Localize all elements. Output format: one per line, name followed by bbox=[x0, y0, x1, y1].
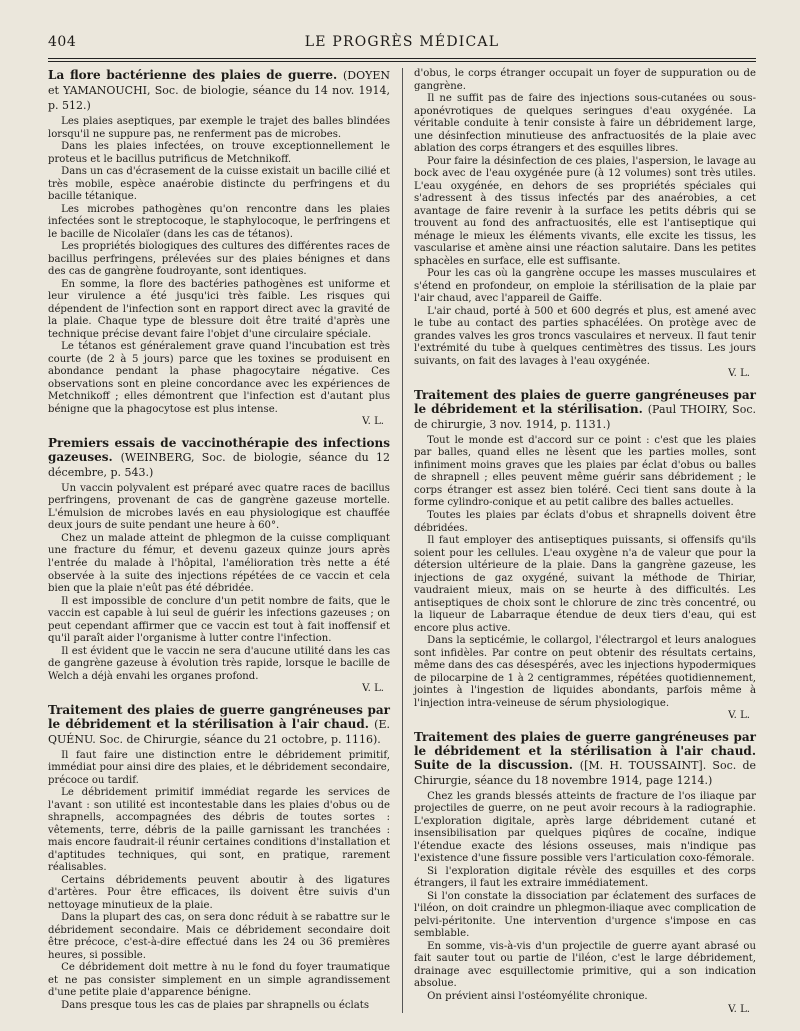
column-divider bbox=[402, 68, 403, 1013]
article-paragraph: Dans un cas d'écrasement de la cuisse existait un bacille cilié et très mobile, espèce anaérobie distincte du perfringens et du bacille tétanique. bbox=[48, 166, 390, 203]
header-rule bbox=[48, 58, 756, 59]
article-paragraph: Il est impossible de conclure d'un petit nombre de faits, que le vaccin est capable à lui seul de guérir les infections gazeuses ; on peut cependant affirmer que ce vaccin est tout à fait inoffensif et qu'il paraît aider l'organisme à lutter contre l'infection. bbox=[48, 595, 390, 645]
article-paragraph: Le tétanos est généralement grave quand l'incubation est très courte (de 2 à 5 jours) parce que les toxines se produisent en abondance pendant la phase phagocytaire négative. Ces observations sont en pleine concordance avec les expériences de Metchnikoff ; elles démontrent que l'infection est d'autant plus bénigne que la phagocytose est plus intense. bbox=[48, 341, 390, 415]
article-paragraph: Le débridement primitif immédiat regarde les services de l'avant : son utilité est incontestable dans les plaies d'obus ou de shrapnells, accompagnées des débris de toutes sortes : vêtements, terre, débris de la paille garnissant les tranchées : mais encore faudrait-il réunir certaines conditions d'installation et d'aptitudes techniques, qui sont, en pratique, rarement réalisables. bbox=[48, 787, 390, 874]
article-title bbox=[414, 730, 756, 788]
left-column bbox=[48, 68, 390, 1012]
article-paragraph: Il faut faire une distinction entre le débridement primitif, immédiat pour ainsi dire des plaies, et le débridement secondaire, précoce ou tardif. bbox=[48, 749, 390, 786]
article-paragraph: Si l'on constate la dissociation par éclatement des surfaces de l'iléon, on doit craindre un phlegmon-iliaque avec complication de pelvi-péritonite. Une intervention d'urgence s'impose en cas semblable. bbox=[414, 890, 756, 940]
article-paragraph: Toutes les plaies par éclats d'obus et shrapnells doivent être débridées. bbox=[414, 509, 756, 534]
article-paragraph: Tout le monde est d'accord sur ce point : c'est que les plaies par balles, quand elles ne lèsent que les parties molles, sont infiniment moins graves que les plaies par éclat d'obus ou balles de shrapnell ; elles peuvent même guérir sans débridement ; le corps étranger est assez bien toléré. Ceci tient sans doute à la forme cylindro-conique et au petit calibre des balles actuelles. bbox=[414, 434, 756, 509]
article-reference: (E. QUÉNU. Soc. de Chirurgie, séance du 21 octobre, p. 1116). bbox=[48, 717, 390, 746]
article-title bbox=[414, 388, 756, 432]
page-header bbox=[48, 34, 756, 52]
header-rule-thin bbox=[48, 61, 756, 62]
article-paragraph: En somme, vis-à-vis d'un projectile de guerre ayant abrasé ou fait sauter tout ou partie de l'iléon, c'est le large débridement, drainage avec esquillectomie primitive, qui a son indication absolue. bbox=[414, 940, 756, 990]
article-paragraph: Ce débridement doit mettre à nu le fond du foyer traumatique et ne pas consister simplement en un simple agrandissement d'une petite plaie d'apparence bénigne. bbox=[48, 962, 390, 999]
article-paragraph: Chez un malade atteint de phlegmon de la cuisse compliquant une fracture du fémur, et devenu gazeux quinze jours après l'entrée du malade à l'hôpital, l'amélioration très nette a été observée à la suite des injections répétées de ce vaccin et cela bien que la plaie n'eût pas été débridée. bbox=[48, 532, 390, 595]
article-paragraph: Il est évident que le vaccin ne sera d'aucune utilité dans les cas de gangrène gazeuse à évolution très rapide, lorsque le bacille de Welch a déjà envahi les organes profond. bbox=[48, 645, 390, 682]
article-paragraph: Dans presque tous les cas de plaies par shrapnells ou éclats bbox=[61, 999, 370, 1011]
article-reference: (DOYEN et YAMANOUCHI, Soc. de biologie, séance du 14 nov. 1914, p. 512.) bbox=[48, 69, 390, 112]
article-paragraph: Les plaies aseptiques, par exemple le trajet des balles blindées lorsqu'il ne suppure pas, ne renferment pas de microbes. bbox=[48, 116, 390, 140]
article-paragraph: On prévient ainsi l'ostéomyélite chronique. bbox=[427, 991, 648, 1002]
article-paragraph: Pour faire la désinfection de ces plaies, l'aspersion, le lavage au bock avec de l'eau oxygénée pure (à 12 volumes) sont très utiles. L'eau oxygénée, en dehors de ses propriétés spéciales qui s'adressent à des tissus infectés par des anaérobies, a cet avantage de faire revenir à la surface les petits débris qui se trouvent au fond des anfractuosités, elle est l'antiseptique qui ménage le mieux les éléments vivants, elle excite les tissus, les vascularise et amène ainsi une réaction salutaire. Dans les petites sphacèles en surface, elle est suffisante. bbox=[414, 155, 756, 267]
article-signature: V. L. bbox=[728, 710, 750, 722]
article-paragraph: Un vaccin polyvalent est préparé avec quatre races de bacillus perfringens, provenant de cas de gangrène gazeuse mortelle. L'émulsion de microbes lavés en eau physiologique est chauffée deux jours de suite pendant une heure à 60°. bbox=[48, 482, 390, 532]
article-paragraph: Si l'exploration digitale révèle des esquilles et des corps étrangers, il faut les extraire immédiatement. bbox=[414, 865, 756, 890]
article bbox=[48, 436, 390, 696]
article-reference: ([M. H. TOUSSAINT]. Soc. de Chirurgie, séance du 18 novembre 1914, page 1214.) bbox=[414, 758, 756, 787]
article-signature: V. L. bbox=[728, 368, 750, 380]
article-paragraph: Dans la septicémie, le collargol, l'électrargol et leurs analogues sont infidèles. Par contre on peut obtenir des résultats certains, même dans des cas désespérés, avec les injections hypodermiques de pilocarpine de 1 à 2 centigrammes, répétées quotidiennement, jointes à l'ingestion de liquides abondants, parfois même à l'injection intra-veineuse de sérum physiologique. bbox=[414, 635, 756, 709]
article bbox=[414, 388, 756, 723]
article-signature: V. L. bbox=[728, 1003, 750, 1015]
article-paragraph: Il faut employer des antiseptiques puissants, si offensifs qu'ils soient pour les cellules. L'eau oxygène n'a de valeur que pour la détersion ultérieure de la plaie. Dans la gangrène gazeuse, les injections de gaz oxygéné, suivant la méthode de Thiriar, vaudraient mieux, mais on se heurte à des difficultés. Les antiseptiques de choix sont le chlorure de zinc très concentré, ou la liqueur de Labarraque étendue de deux tiers d'eau, qui est encore plus active. bbox=[414, 535, 756, 634]
article bbox=[48, 68, 390, 429]
article-paragraph: Dans les plaies infectées, on trouve exceptionnellement le proteus et le bacillus putrificus de Metchnikoff. bbox=[48, 141, 390, 165]
article-paragraph: Dans la plupart des cas, on sera donc réduit à se rabattre sur le débridement secondaire. Mais ce débridement secondaire doit être précoce, c'est-à-dire effectué dans les 24 ou 36 premières heures, si possible. bbox=[48, 912, 390, 961]
article-paragraph: Les microbes pathogènes qu'on rencontre dans les plaies infectées sont le streptocoque, le staphylocoque, le perfringens et le bacille de Nicolaïer (dans les cas de tétanos). bbox=[48, 203, 390, 240]
article-title-text: Premiers essais de vaccinothérapie des infections gazeuses. bbox=[48, 435, 390, 464]
article bbox=[414, 68, 756, 381]
article-paragraph: Les propriétés biologiques des cultures des différentes races de bacillus perfringens, prélevées sur des plaies bénignes et dans des cas de gangrène foudroyante, sont identiques. bbox=[48, 241, 390, 278]
article-title bbox=[48, 436, 390, 480]
article-paragraph: L'air chaud, porté à 500 et 600 degrés et plus, est amené avec le tube au contact des parties sphacélées. On protège avec de grandes valves les gros troncs vasculaires et nerveux. Il faut tenir l'extrémité du tube à quelques centimètres des tissus. Les jours suivants, on fait des lavages à l'eau oxygénée. bbox=[414, 305, 756, 367]
article-title bbox=[48, 703, 390, 747]
right-column bbox=[414, 68, 756, 1016]
article-title-text: Traitement des plaies de guerre gangréneuses par le débridement et la stérilisation. bbox=[414, 387, 756, 416]
article-signature: V. L. bbox=[362, 416, 384, 428]
article-reference: (WEINBERG, Soc. de biologie, séance du 12 décembre, p. 543.) bbox=[48, 450, 390, 479]
article-paragraph: Il ne suffit pas de faire des injections sous-cutanées ou sous-aponévrotiques de quelques seringues d'eau oxygénée. La véritable conduite à tenir consiste à faire un débridement large, une désinfection minutieuse des anfractuosités de la plaie avec ablation des corps étrangers et des esquilles libres. bbox=[414, 93, 756, 155]
article-title bbox=[48, 68, 390, 113]
article-title-text: La flore bactérienne des plaies de guerre. bbox=[48, 68, 338, 82]
article-paragraph: Chez les grands blessés atteints de fracture de l'os iliaque par projectiles de guerre, on ne peut avoir recours à la radiographie. L'exploration digitale, après large débridement cutané et insensibilisation par quelques piqûres de cocaïne, indique l'étendue exacte des lésions osseuses, mais n'indique pas l'existence d'une fissure possible vers l'articulation coxo-fémorale. bbox=[414, 790, 756, 865]
article-signature: V. L. bbox=[362, 683, 384, 695]
page-number: 404 bbox=[48, 34, 77, 50]
article-paragraph: Pour les cas où la gangrène occupe les masses musculaires et s'étend en profondeur, on emploie la stérilisation de la plaie par l'air chaud, avec l'appareil de Gaiffe. bbox=[414, 268, 756, 305]
continued-paragraph: d'obus, le corps étranger occupait un foyer de suppuration ou de gangrène. bbox=[414, 68, 756, 92]
article bbox=[48, 703, 390, 1013]
journal-title: LE PROGRÈS MÉDICAL bbox=[304, 34, 500, 50]
article-title-text: Traitement des plaies de guerre gangréneuses par le débridement et la stérilisation à l'air chaud. bbox=[48, 702, 390, 731]
article-title-text: Traitement des plaies de guerre gangréneuses par le débridement et la stérilisation à l'air chaud. Suite de la discussion. bbox=[414, 729, 756, 772]
article-paragraph: Certains débridements peuvent aboutir à des ligatures d'artères. Pour être efficaces, ils doivent être suivis d'un nettoyage minutieux de la plaie. bbox=[48, 874, 390, 911]
article bbox=[414, 730, 756, 1016]
article-paragraph: En somme, la flore des bactéries pathogènes est uniforme et leur virulence a été jusqu'ici très faible. Les risques qui dépendent de l'infection sont en rapport direct avec la gravité de la plaie. Chaque type de blessure doit être traité d'après une technique précise devant faire l'objet d'une circulaire spéciale. bbox=[48, 278, 390, 340]
article-reference: (Paul THOIRY, Soc. de chirurgie, 3 nov. 1914, p. 1131.) bbox=[414, 402, 756, 431]
